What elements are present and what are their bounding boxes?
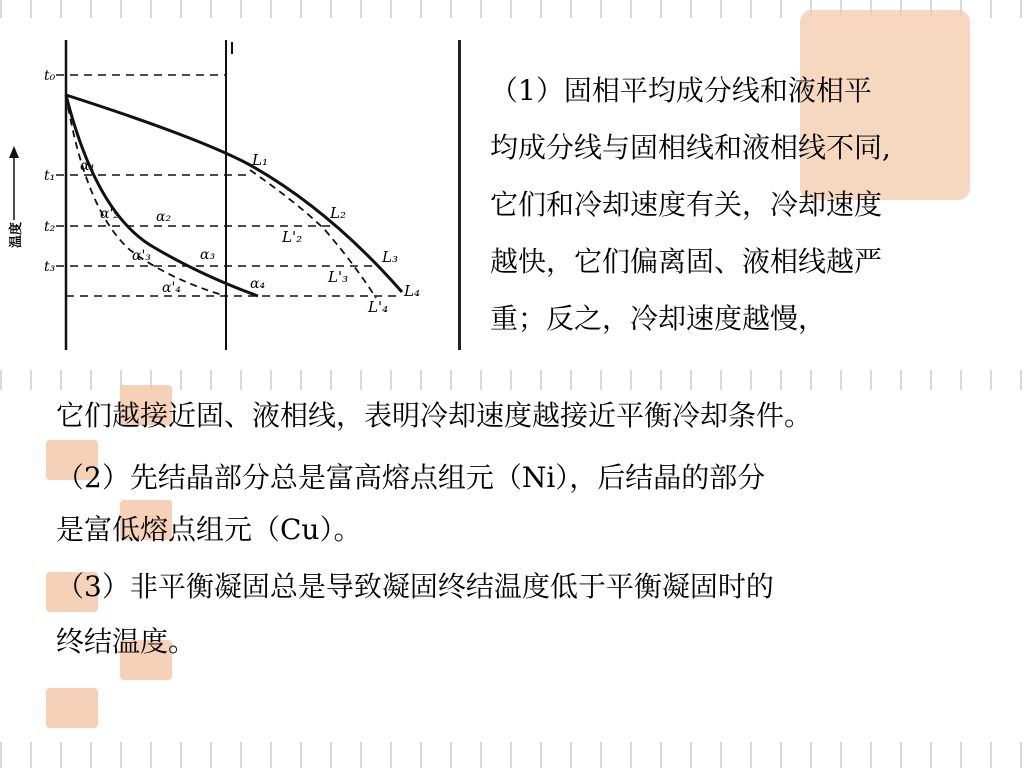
solid-label: α₄ <box>250 276 266 292</box>
text-line: 越快，它们偏离固、液相线越严 <box>490 245 883 278</box>
body-line: 终结温度。 <box>56 625 197 658</box>
y-tick-label: t₁ <box>44 168 56 184</box>
y-tick-label: t₀ <box>44 68 56 84</box>
liquid-label: L'₃ <box>328 268 349 286</box>
liquid-label: L₁ <box>252 151 268 169</box>
right-column-text <box>490 62 891 347</box>
text-line: 它们和冷却速度有关，冷却速度 <box>490 188 883 221</box>
text-line: （1）固相平均成分线和液相平 <box>490 74 872 107</box>
liquid-label: L₂ <box>330 204 346 222</box>
y-axis-label: 温度 <box>9 221 24 248</box>
solid-label: α₂ <box>156 209 172 225</box>
y-tick-label: t₃ <box>44 259 56 275</box>
liquid-label: L'₄ <box>368 298 389 316</box>
liquid-label: L'₂ <box>282 228 303 246</box>
liquid-label: L₃ <box>382 248 398 266</box>
text-line: 重；反之，冷却速度越慢， <box>490 302 827 335</box>
solid-label: α'₂ <box>100 206 119 222</box>
solid-label: α₁ <box>80 158 96 174</box>
body-line: 它们越接近固、液相线，表明冷却速度越接近平衡冷却条件。 <box>56 399 813 432</box>
solid-label: α'₃ <box>132 248 151 264</box>
text-line: 均成分线与固相线和液相线不同, <box>490 131 891 164</box>
watermark-seal <box>46 688 98 728</box>
body-line: 是富低熔点组元（Cu）。 <box>56 513 362 546</box>
liquid-label: L₄ <box>404 282 420 300</box>
solid-label: α'₄ <box>162 280 181 296</box>
y-tick-label: t₂ <box>44 219 56 235</box>
temperature-arrow-head <box>9 146 19 158</box>
liquid-average-dashed <box>250 170 376 298</box>
phase-diagram-figure <box>0 30 470 360</box>
body-line: （2）先结晶部分总是富高熔点组元（Ni），后结晶的部分 <box>56 461 766 494</box>
solid-label: α₃ <box>200 247 216 263</box>
bottom-tick-strip <box>0 742 1024 768</box>
figure-divider <box>458 40 461 350</box>
body-line: （3）非平衡凝固总是导致凝固终结温度低于平衡凝固时的 <box>56 570 774 603</box>
